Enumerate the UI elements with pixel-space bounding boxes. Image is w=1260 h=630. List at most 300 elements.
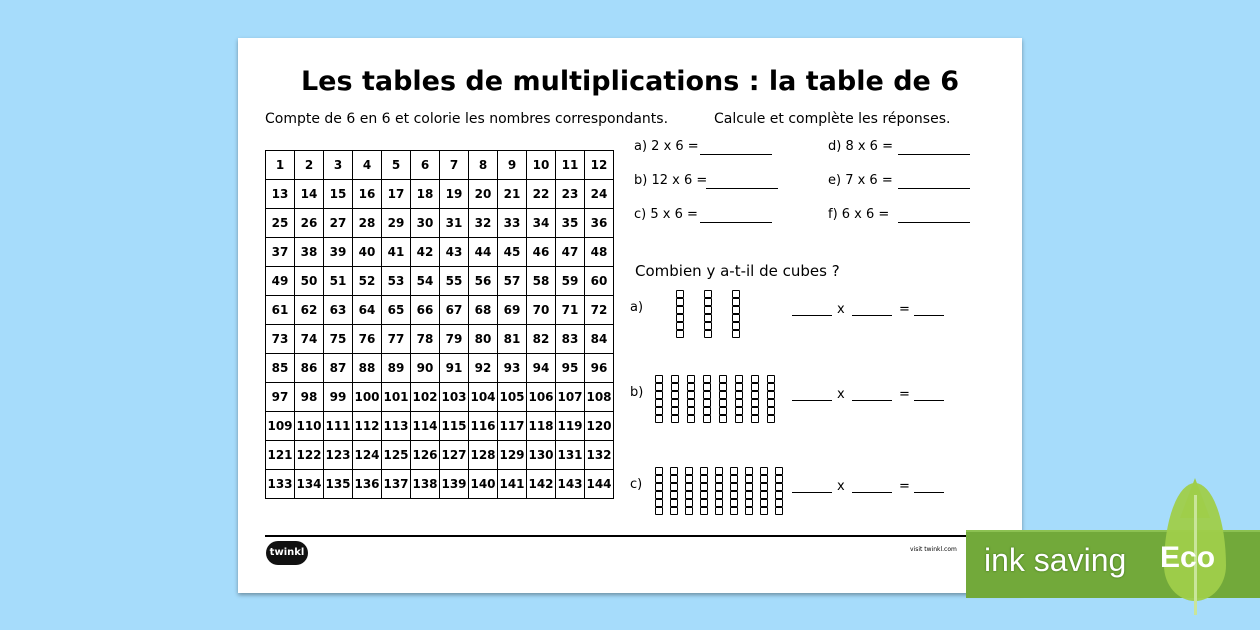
cube-icon — [703, 391, 711, 399]
cube-icon — [670, 499, 678, 507]
grid-cell[interactable]: 59 — [556, 267, 585, 296]
cube-icon — [670, 483, 678, 491]
cube-icon — [775, 499, 783, 507]
answer-blank[interactable] — [914, 492, 944, 493]
cube-icon — [655, 383, 663, 391]
cube-icon — [751, 383, 759, 391]
grid-cell[interactable]: 109 — [266, 412, 295, 441]
grid-cell[interactable]: 74 — [295, 325, 324, 354]
grid-cell[interactable]: 102 — [411, 383, 440, 412]
grid-cell[interactable]: 115 — [440, 412, 469, 441]
grid-row — [266, 383, 614, 412]
cube-icon — [703, 415, 711, 423]
grid-row — [266, 296, 614, 325]
grid-cell[interactable]: 26 — [295, 209, 324, 238]
cube-icon — [732, 314, 740, 322]
cube-icon — [700, 467, 708, 475]
cube-column — [760, 467, 768, 515]
grid-cell[interactable]: 2 — [295, 151, 324, 180]
cube-column — [704, 290, 712, 338]
cube-column — [730, 467, 738, 515]
grid-cell[interactable]: 41 — [382, 238, 411, 267]
cube-column — [655, 375, 663, 423]
exercise-label: c) 5 x 6 = — [634, 207, 698, 222]
cube-icon — [703, 407, 711, 415]
grid-cell[interactable]: 141 — [498, 470, 527, 499]
grid-cell[interactable]: 86 — [295, 354, 324, 383]
grid-cell[interactable]: 130 — [527, 441, 556, 470]
exercise-f — [828, 207, 889, 222]
cube-icon — [719, 415, 727, 423]
grid-row — [266, 151, 614, 180]
grid-cell[interactable]: 75 — [324, 325, 353, 354]
cube-icon — [745, 499, 753, 507]
cube-icon — [671, 391, 679, 399]
grid-cell[interactable]: 47 — [556, 238, 585, 267]
exercise-c — [634, 207, 698, 222]
cube-icon — [767, 407, 775, 415]
grid-cell[interactable]: 123 — [324, 441, 353, 470]
grid-cell[interactable]: 77 — [382, 325, 411, 354]
cube-icon — [715, 507, 723, 515]
grid-cell[interactable]: 105 — [498, 383, 527, 412]
grid-cell[interactable]: 108 — [585, 383, 614, 412]
grid-cell[interactable]: 72 — [585, 296, 614, 325]
cube-icon — [732, 298, 740, 306]
grid-cell[interactable]: 33 — [498, 209, 527, 238]
cube-icon — [732, 322, 740, 330]
cube-icon — [715, 491, 723, 499]
cube-icon — [655, 467, 663, 475]
grid-cell[interactable]: 25 — [266, 209, 295, 238]
grid-cell[interactable]: 106 — [527, 383, 556, 412]
cube-icon — [685, 475, 693, 483]
cube-icon — [704, 290, 712, 298]
cube-icon — [655, 407, 663, 415]
grid-row — [266, 238, 614, 267]
cube-icon — [655, 507, 663, 515]
grid-cell[interactable]: 45 — [498, 238, 527, 267]
cube-icon — [715, 467, 723, 475]
grid-cell[interactable]: 95 — [556, 354, 585, 383]
grid-cell[interactable]: 121 — [266, 441, 295, 470]
cube-column — [671, 375, 679, 423]
grid-cell[interactable]: 103 — [440, 383, 469, 412]
answer-line[interactable] — [700, 222, 772, 223]
grid-cell[interactable]: 114 — [411, 412, 440, 441]
cube-icon — [745, 467, 753, 475]
grid-cell[interactable]: 142 — [527, 470, 556, 499]
grid-cell[interactable]: 62 — [295, 296, 324, 325]
grid-row — [266, 412, 614, 441]
grid-cell[interactable]: 99 — [324, 383, 353, 412]
grid-cell[interactable]: 85 — [266, 354, 295, 383]
cube-icon — [732, 330, 740, 338]
cube-icon — [767, 399, 775, 407]
grid-cell[interactable]: 137 — [382, 470, 411, 499]
cube-icon — [775, 483, 783, 491]
grid-cell[interactable]: 138 — [411, 470, 440, 499]
cube-icon — [700, 475, 708, 483]
grid-cell[interactable]: 140 — [469, 470, 498, 499]
cube-icon — [670, 475, 678, 483]
grid-cell[interactable]: 139 — [440, 470, 469, 499]
answer-line[interactable] — [898, 188, 970, 189]
grid-cell[interactable]: 104 — [469, 383, 498, 412]
grid-cell[interactable]: 80 — [469, 325, 498, 354]
cube-icon — [671, 383, 679, 391]
grid-cell[interactable]: 24 — [585, 180, 614, 209]
answer-blank[interactable] — [852, 400, 892, 401]
cube-icon — [676, 290, 684, 298]
grid-cell[interactable]: 10 — [527, 151, 556, 180]
cube-icon — [685, 491, 693, 499]
cube-column — [703, 375, 711, 423]
grid-cell[interactable]: 35 — [556, 209, 585, 238]
cube-column — [715, 467, 723, 515]
grid-cell[interactable]: 15 — [324, 180, 353, 209]
grid-cell[interactable]: 73 — [266, 325, 295, 354]
grid-cell[interactable]: 5 — [382, 151, 411, 180]
grid-cell[interactable]: 107 — [556, 383, 585, 412]
answer-line[interactable] — [898, 154, 970, 155]
exercise-a — [634, 139, 699, 154]
footer-url[interactable]: visit twinkl.com — [910, 546, 957, 553]
grid-row — [266, 180, 614, 209]
grid-cell[interactable]: 66 — [411, 296, 440, 325]
grid-cell[interactable]: 100 — [353, 383, 382, 412]
cube-icon — [703, 383, 711, 391]
grid-cell[interactable]: 20 — [469, 180, 498, 209]
grid-cell[interactable]: 16 — [353, 180, 382, 209]
grid-cell[interactable]: 111 — [324, 412, 353, 441]
grid-cell[interactable]: 48 — [585, 238, 614, 267]
grid-cell[interactable]: 61 — [266, 296, 295, 325]
grid-cell[interactable]: 83 — [556, 325, 585, 354]
grid-cell[interactable]: 40 — [353, 238, 382, 267]
cube-icon — [775, 491, 783, 499]
grid-cell[interactable]: 113 — [382, 412, 411, 441]
grid-row — [266, 325, 614, 354]
cube-icon — [687, 407, 695, 415]
grid-cell[interactable]: 128 — [469, 441, 498, 470]
cube-icon — [775, 475, 783, 483]
cube-icon — [719, 375, 727, 383]
exercise-b — [634, 173, 707, 188]
cube-icon — [775, 507, 783, 515]
grid-cell[interactable]: 11 — [556, 151, 585, 180]
grid-cell[interactable]: 91 — [440, 354, 469, 383]
cube-icon — [687, 375, 695, 383]
grid-cell[interactable]: 65 — [382, 296, 411, 325]
cube-icon — [671, 407, 679, 415]
number-grid — [265, 150, 614, 499]
grid-cell[interactable]: 7 — [440, 151, 469, 180]
cube-icon — [676, 298, 684, 306]
grid-cell[interactable]: 27 — [324, 209, 353, 238]
grid-cell[interactable]: 46 — [527, 238, 556, 267]
cube-icon — [719, 383, 727, 391]
grid-row — [266, 354, 614, 383]
cube-icon — [751, 415, 759, 423]
grid-cell[interactable]: 56 — [469, 267, 498, 296]
grid-cell[interactable]: 82 — [527, 325, 556, 354]
grid-cell[interactable]: 71 — [556, 296, 585, 325]
grid-cell[interactable]: 68 — [469, 296, 498, 325]
cube-icon — [745, 475, 753, 483]
grid-cell[interactable]: 39 — [324, 238, 353, 267]
cube-icon — [751, 399, 759, 407]
cube-column — [655, 467, 663, 515]
cube-icon — [687, 415, 695, 423]
grid-cell[interactable]: 8 — [469, 151, 498, 180]
cube-column — [732, 290, 740, 338]
cube-icon — [735, 415, 743, 423]
cube-set-label: a) — [630, 300, 644, 315]
answer-line[interactable] — [898, 222, 970, 223]
cube-icon — [676, 322, 684, 330]
grid-cell[interactable]: 76 — [353, 325, 382, 354]
exercise-e — [828, 173, 893, 188]
cube-icon — [700, 483, 708, 491]
answer-blank[interactable] — [852, 315, 892, 316]
grid-cell[interactable]: 89 — [382, 354, 411, 383]
cube-icon — [685, 499, 693, 507]
cube-column — [685, 467, 693, 515]
cube-icon — [767, 415, 775, 423]
cube-column — [767, 375, 775, 423]
answer-line[interactable] — [700, 154, 772, 155]
grid-cell[interactable]: 52 — [353, 267, 382, 296]
grid-cell[interactable]: 67 — [440, 296, 469, 325]
cube-icon — [735, 407, 743, 415]
grid-cell[interactable]: 49 — [266, 267, 295, 296]
grid-cell[interactable]: 18 — [411, 180, 440, 209]
grid-cell[interactable]: 90 — [411, 354, 440, 383]
grid-cell[interactable]: 125 — [382, 441, 411, 470]
grid-cell[interactable]: 44 — [469, 238, 498, 267]
cube-icon — [715, 475, 723, 483]
grid-cell[interactable]: 63 — [324, 296, 353, 325]
grid-cell[interactable]: 116 — [469, 412, 498, 441]
twinkl-logo: twinkl — [266, 541, 308, 565]
grid-cell[interactable]: 119 — [556, 412, 585, 441]
answer-blank[interactable] — [792, 315, 832, 316]
grid-cell[interactable]: 54 — [411, 267, 440, 296]
grid-cell[interactable]: 58 — [527, 267, 556, 296]
grid-cell[interactable]: 31 — [440, 209, 469, 238]
cube-icon — [687, 383, 695, 391]
grid-cell[interactable]: 30 — [411, 209, 440, 238]
grid-cell[interactable]: 9 — [498, 151, 527, 180]
grid-cell[interactable]: 92 — [469, 354, 498, 383]
grid-cell[interactable]: 129 — [498, 441, 527, 470]
grid-cell[interactable]: 136 — [353, 470, 382, 499]
grid-cell[interactable]: 84 — [585, 325, 614, 354]
grid-cell[interactable]: 37 — [266, 238, 295, 267]
cube-icon — [751, 407, 759, 415]
cube-icon — [767, 375, 775, 383]
grid-cell[interactable]: 28 — [353, 209, 382, 238]
grid-cell[interactable]: 57 — [498, 267, 527, 296]
grid-instruction: Compte de 6 en 6 et colorie les nombres correspondants. — [265, 111, 669, 127]
cube-icon — [751, 375, 759, 383]
grid-cell[interactable]: 124 — [353, 441, 382, 470]
cube-icon — [719, 399, 727, 407]
answer-line[interactable] — [706, 188, 778, 189]
grid-cell[interactable]: 13 — [266, 180, 295, 209]
cube-icon — [719, 391, 727, 399]
footer-divider — [265, 535, 1001, 537]
cube-icon — [671, 415, 679, 423]
grid-cell[interactable]: 14 — [295, 180, 324, 209]
grid-cell[interactable]: 64 — [353, 296, 382, 325]
cube-icon — [745, 483, 753, 491]
grid-cell[interactable]: 131 — [556, 441, 585, 470]
grid-cell[interactable]: 6 — [411, 151, 440, 180]
cube-icon — [760, 507, 768, 515]
cube-column — [735, 375, 743, 423]
cube-icon — [715, 483, 723, 491]
answer-blank[interactable] — [792, 400, 832, 401]
grid-cell[interactable]: 126 — [411, 441, 440, 470]
cube-icon — [671, 399, 679, 407]
grid-cell[interactable]: 70 — [527, 296, 556, 325]
grid-cell[interactable]: 94 — [527, 354, 556, 383]
grid-cell[interactable]: 117 — [498, 412, 527, 441]
grid-cell[interactable]: 23 — [556, 180, 585, 209]
grid-cell[interactable]: 42 — [411, 238, 440, 267]
grid-cell[interactable]: 51 — [324, 267, 353, 296]
cube-icon — [751, 391, 759, 399]
cube-icon — [685, 507, 693, 515]
grid-cell[interactable]: 112 — [353, 412, 382, 441]
answer-blank[interactable] — [914, 315, 944, 316]
cube-icon — [730, 475, 738, 483]
grid-cell[interactable]: 98 — [295, 383, 324, 412]
grid-cell[interactable]: 19 — [440, 180, 469, 209]
grid-cell[interactable]: 134 — [295, 470, 324, 499]
grid-cell[interactable]: 127 — [440, 441, 469, 470]
grid-cell[interactable]: 43 — [440, 238, 469, 267]
grid-cell[interactable]: 12 — [585, 151, 614, 180]
grid-cell[interactable]: 21 — [498, 180, 527, 209]
cube-icon — [676, 314, 684, 322]
exercise-label: a) 2 x 6 = — [634, 139, 699, 154]
grid-cell[interactable]: 50 — [295, 267, 324, 296]
cube-column — [751, 375, 759, 423]
cube-column — [745, 467, 753, 515]
cube-icon — [655, 475, 663, 483]
worksheet-page — [238, 38, 1022, 593]
cube-icon — [745, 491, 753, 499]
cube-icon — [687, 391, 695, 399]
answer-blank[interactable] — [852, 492, 892, 493]
answer-blank[interactable] — [792, 492, 832, 493]
cube-icon — [670, 491, 678, 499]
cube-column — [670, 467, 678, 515]
grid-cell[interactable]: 143 — [556, 470, 585, 499]
cube-icon — [685, 483, 693, 491]
cube-icon — [700, 499, 708, 507]
cube-icon — [655, 499, 663, 507]
exercise-label: e) 7 x 6 = — [828, 173, 893, 188]
grid-cell[interactable]: 101 — [382, 383, 411, 412]
grid-cell[interactable]: 132 — [585, 441, 614, 470]
grid-cell[interactable]: 78 — [411, 325, 440, 354]
grid-cell[interactable]: 29 — [382, 209, 411, 238]
cube-column — [676, 290, 684, 338]
answer-blank[interactable] — [914, 400, 944, 401]
grid-cell[interactable]: 88 — [353, 354, 382, 383]
grid-cell[interactable]: 34 — [527, 209, 556, 238]
ink-saving-label: ink saving — [984, 542, 1127, 578]
cube-icon — [760, 483, 768, 491]
cube-icon — [704, 306, 712, 314]
cube-icon — [735, 383, 743, 391]
cube-icon — [700, 507, 708, 515]
cube-icon — [767, 391, 775, 399]
exercise-d — [828, 139, 893, 154]
cube-icon — [732, 290, 740, 298]
grid-cell[interactable]: 36 — [585, 209, 614, 238]
cube-icon — [767, 383, 775, 391]
cube-icon — [700, 491, 708, 499]
cube-icon — [730, 483, 738, 491]
grid-cell[interactable]: 69 — [498, 296, 527, 325]
grid-cell[interactable]: 122 — [295, 441, 324, 470]
cube-icon — [732, 306, 740, 314]
grid-cell[interactable]: 133 — [266, 470, 295, 499]
grid-cell[interactable]: 144 — [585, 470, 614, 499]
grid-row — [266, 470, 614, 499]
grid-cell[interactable]: 110 — [295, 412, 324, 441]
grid-cell[interactable]: 87 — [324, 354, 353, 383]
grid-cell[interactable]: 118 — [527, 412, 556, 441]
grid-cell[interactable]: 38 — [295, 238, 324, 267]
grid-cell[interactable]: 55 — [440, 267, 469, 296]
grid-cell[interactable]: 120 — [585, 412, 614, 441]
exercise-label: b) 12 x 6 = — [634, 173, 708, 188]
grid-cell[interactable]: 96 — [585, 354, 614, 383]
cube-icon — [670, 507, 678, 515]
grid-cell[interactable]: 32 — [469, 209, 498, 238]
cube-icon — [704, 298, 712, 306]
cube-set-label: c) — [630, 477, 643, 492]
grid-cell[interactable]: 22 — [527, 180, 556, 209]
grid-cell[interactable]: 81 — [498, 325, 527, 354]
grid-cell[interactable]: 53 — [382, 267, 411, 296]
grid-cell[interactable]: 135 — [324, 470, 353, 499]
cube-icon — [655, 375, 663, 383]
cube-icon — [655, 399, 663, 407]
cube-icon — [703, 399, 711, 407]
grid-cell[interactable]: 17 — [382, 180, 411, 209]
grid-cell[interactable]: 60 — [585, 267, 614, 296]
cube-icon — [735, 375, 743, 383]
grid-cell[interactable]: 4 — [353, 151, 382, 180]
grid-cell[interactable]: 1 — [266, 151, 295, 180]
grid-row — [266, 209, 614, 238]
grid-cell[interactable]: 97 — [266, 383, 295, 412]
grid-cell[interactable]: 3 — [324, 151, 353, 180]
grid-cell[interactable]: 93 — [498, 354, 527, 383]
cube-icon — [715, 499, 723, 507]
cube-icon — [760, 499, 768, 507]
cube-icon — [704, 322, 712, 330]
grid-cell[interactable]: 79 — [440, 325, 469, 354]
cube-icon — [730, 467, 738, 475]
